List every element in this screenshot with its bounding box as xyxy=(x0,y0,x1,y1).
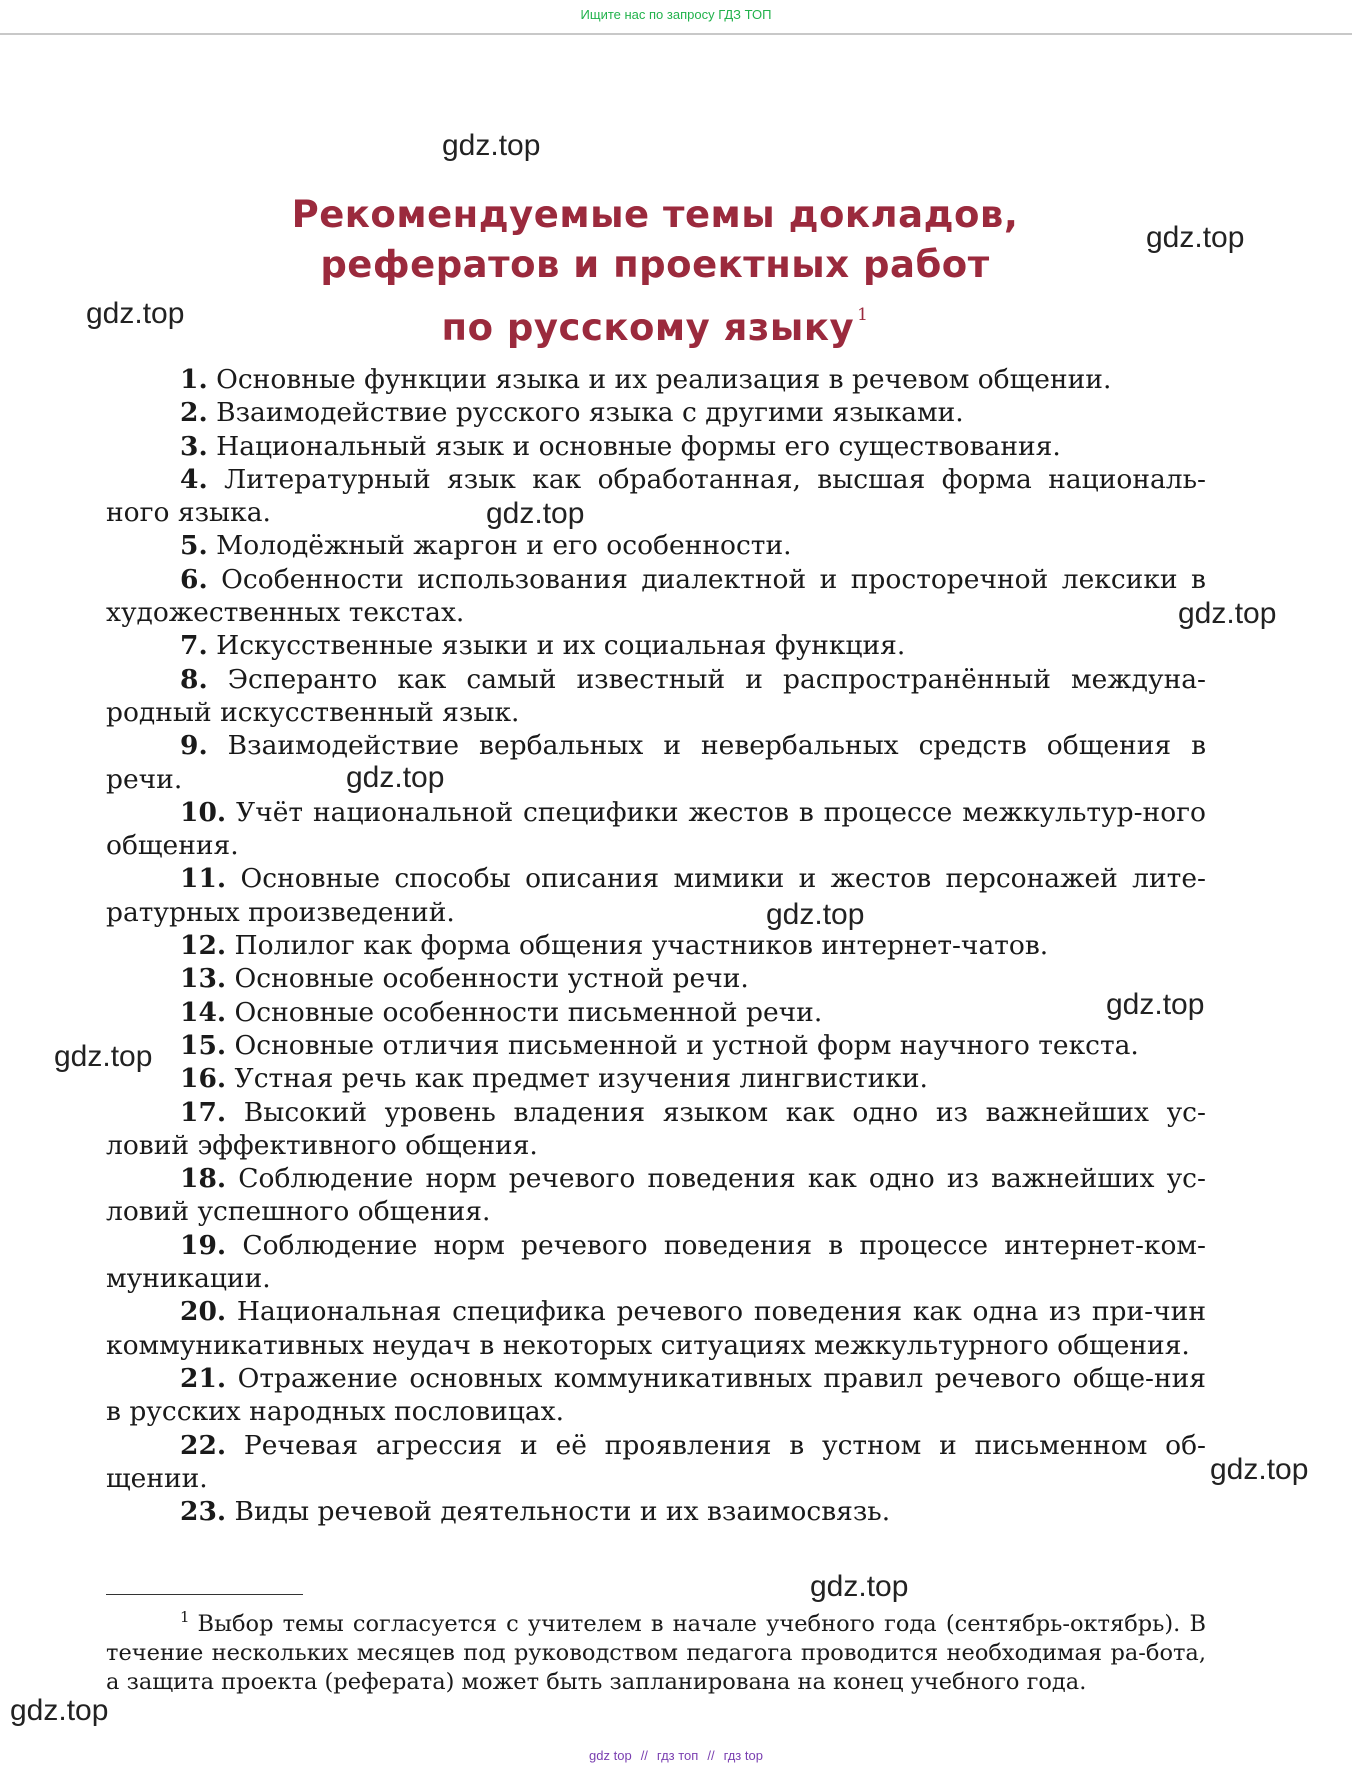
footer-separator: // xyxy=(707,1748,715,1763)
page-title xyxy=(0,190,1310,353)
list-item: 2. Взаимодействие русского языка с другими языками. xyxy=(180,397,964,429)
list-item: 12. Полилог как форма общения участников интернет-чатов. xyxy=(180,930,1049,962)
watermark: gdz.top xyxy=(346,761,445,794)
title-line-1: Рекомендуемые темы докладов, xyxy=(291,193,1019,236)
watermark: gdz.top xyxy=(1178,597,1277,630)
footer-links xyxy=(0,1748,1352,1763)
list-item: 13. Основные особенности устной речи. xyxy=(180,963,749,995)
list-item: 19. Соблюдение норм речевого поведения в процессе интернет-ком-муникации. xyxy=(106,1229,1206,1295)
list-item: 6. Особенности использования диалектной и просторечной лексики в художественных текстах. xyxy=(106,563,1206,629)
search-hint-banner xyxy=(0,0,1352,35)
watermark: gdz.top xyxy=(1210,1453,1309,1486)
title-footnote-mark: 1 xyxy=(857,305,869,325)
list-item: 7. Искусственные языки и их социальная функция. xyxy=(180,630,906,662)
list-item: 5. Молодёжный жаргон и его особенности. xyxy=(180,530,792,562)
watermark: gdz.top xyxy=(1106,988,1205,1021)
watermark: gdz.top xyxy=(86,297,185,330)
watermark: gdz.top xyxy=(810,1570,909,1603)
title-line-3: по русскому языку $^1$ xyxy=(441,305,869,349)
list-item: 17. Высокий уровень владения языком как одно из важнейших ус-ловий эффективного общения. xyxy=(106,1096,1206,1161)
list-item: 15. Основные отличия письменной и устной форм научного текста. xyxy=(180,1029,1139,1061)
list-item: 16. Устная речь как предмет изучения лингвистики. xyxy=(180,1063,928,1095)
watermark: gdz.top xyxy=(766,898,865,931)
footnote xyxy=(106,1603,1206,1697)
footnote-divider xyxy=(106,1594,303,1595)
list-item: 11. Основные способы описания мимики и жестов персонажей лите-ратурных произведений. xyxy=(106,863,1206,928)
footer-separator: // xyxy=(640,1748,648,1763)
list-item: 1. Основные функции языка и их реализация в речевом общении. xyxy=(180,364,1112,395)
list-item: 4. Литературный язык как обработанная, высшая форма националь-ного языка. xyxy=(106,463,1206,529)
banner-text: Ищите нас по запросу ГДЗ ТОП xyxy=(580,7,772,22)
list-item: 10. Учёт национальной специфики жестов в процессе межкультур-ного общения. xyxy=(106,796,1206,862)
watermark: gdz.top xyxy=(486,497,585,530)
footer-link[interactable]: gdz top xyxy=(589,1748,632,1763)
list-item: 3. Национальный язык и основные формы его существования. xyxy=(180,430,1061,462)
list-item: 22. Речевая агрессия и её проявления в устном и письменном об-щении. xyxy=(106,1429,1206,1494)
list-item: 8. Эсперанто как самый известный и распространённый междуна-родный искусственный язык. xyxy=(106,663,1206,728)
footnote-text: Выбор темы согласуется с учителем в начале учебного года (сентябрь-октябрь). В течение нескольких месяцев под руководством педагога проводится необходимая ра-бота, а защита проекта (реферата) может быть запланирована на конец учебного года. xyxy=(106,1611,1206,1695)
footer-link[interactable]: гдз top xyxy=(723,1748,763,1763)
footer-link[interactable]: гдз топ xyxy=(656,1748,699,1763)
list-item: 23. Виды речевой деятельности и их взаимосвязь. xyxy=(180,1496,891,1528)
watermark: gdz.top xyxy=(10,1694,109,1727)
list-item: 18. Соблюдение норм речевого поведения как одно из важнейших ус-ловий успешного общения. xyxy=(106,1163,1206,1228)
watermark: gdz.top xyxy=(442,129,541,162)
watermark: gdz.top xyxy=(1146,221,1245,254)
list-item: 9. Взаимодействие вербальных и невербальных средств общения в речи. xyxy=(106,730,1206,795)
title-line-2: рефератов и проектных работ xyxy=(320,243,990,286)
topics-list xyxy=(106,363,1206,1528)
footnote-mark: 1 xyxy=(180,1608,190,1626)
watermark: gdz.top xyxy=(54,1040,153,1073)
list-item: 20. Национальная специфика речевого поведения как одна из при-чин коммуникативных неудач в некоторых ситуациях межкультурного общения. xyxy=(106,1296,1206,1361)
list-item: 21. Отражение основных коммуникативных правил речевого обще-ния в русских народных пословицах. xyxy=(106,1362,1206,1428)
list-item: 14. Основные особенности письменной речи. xyxy=(180,996,823,1028)
